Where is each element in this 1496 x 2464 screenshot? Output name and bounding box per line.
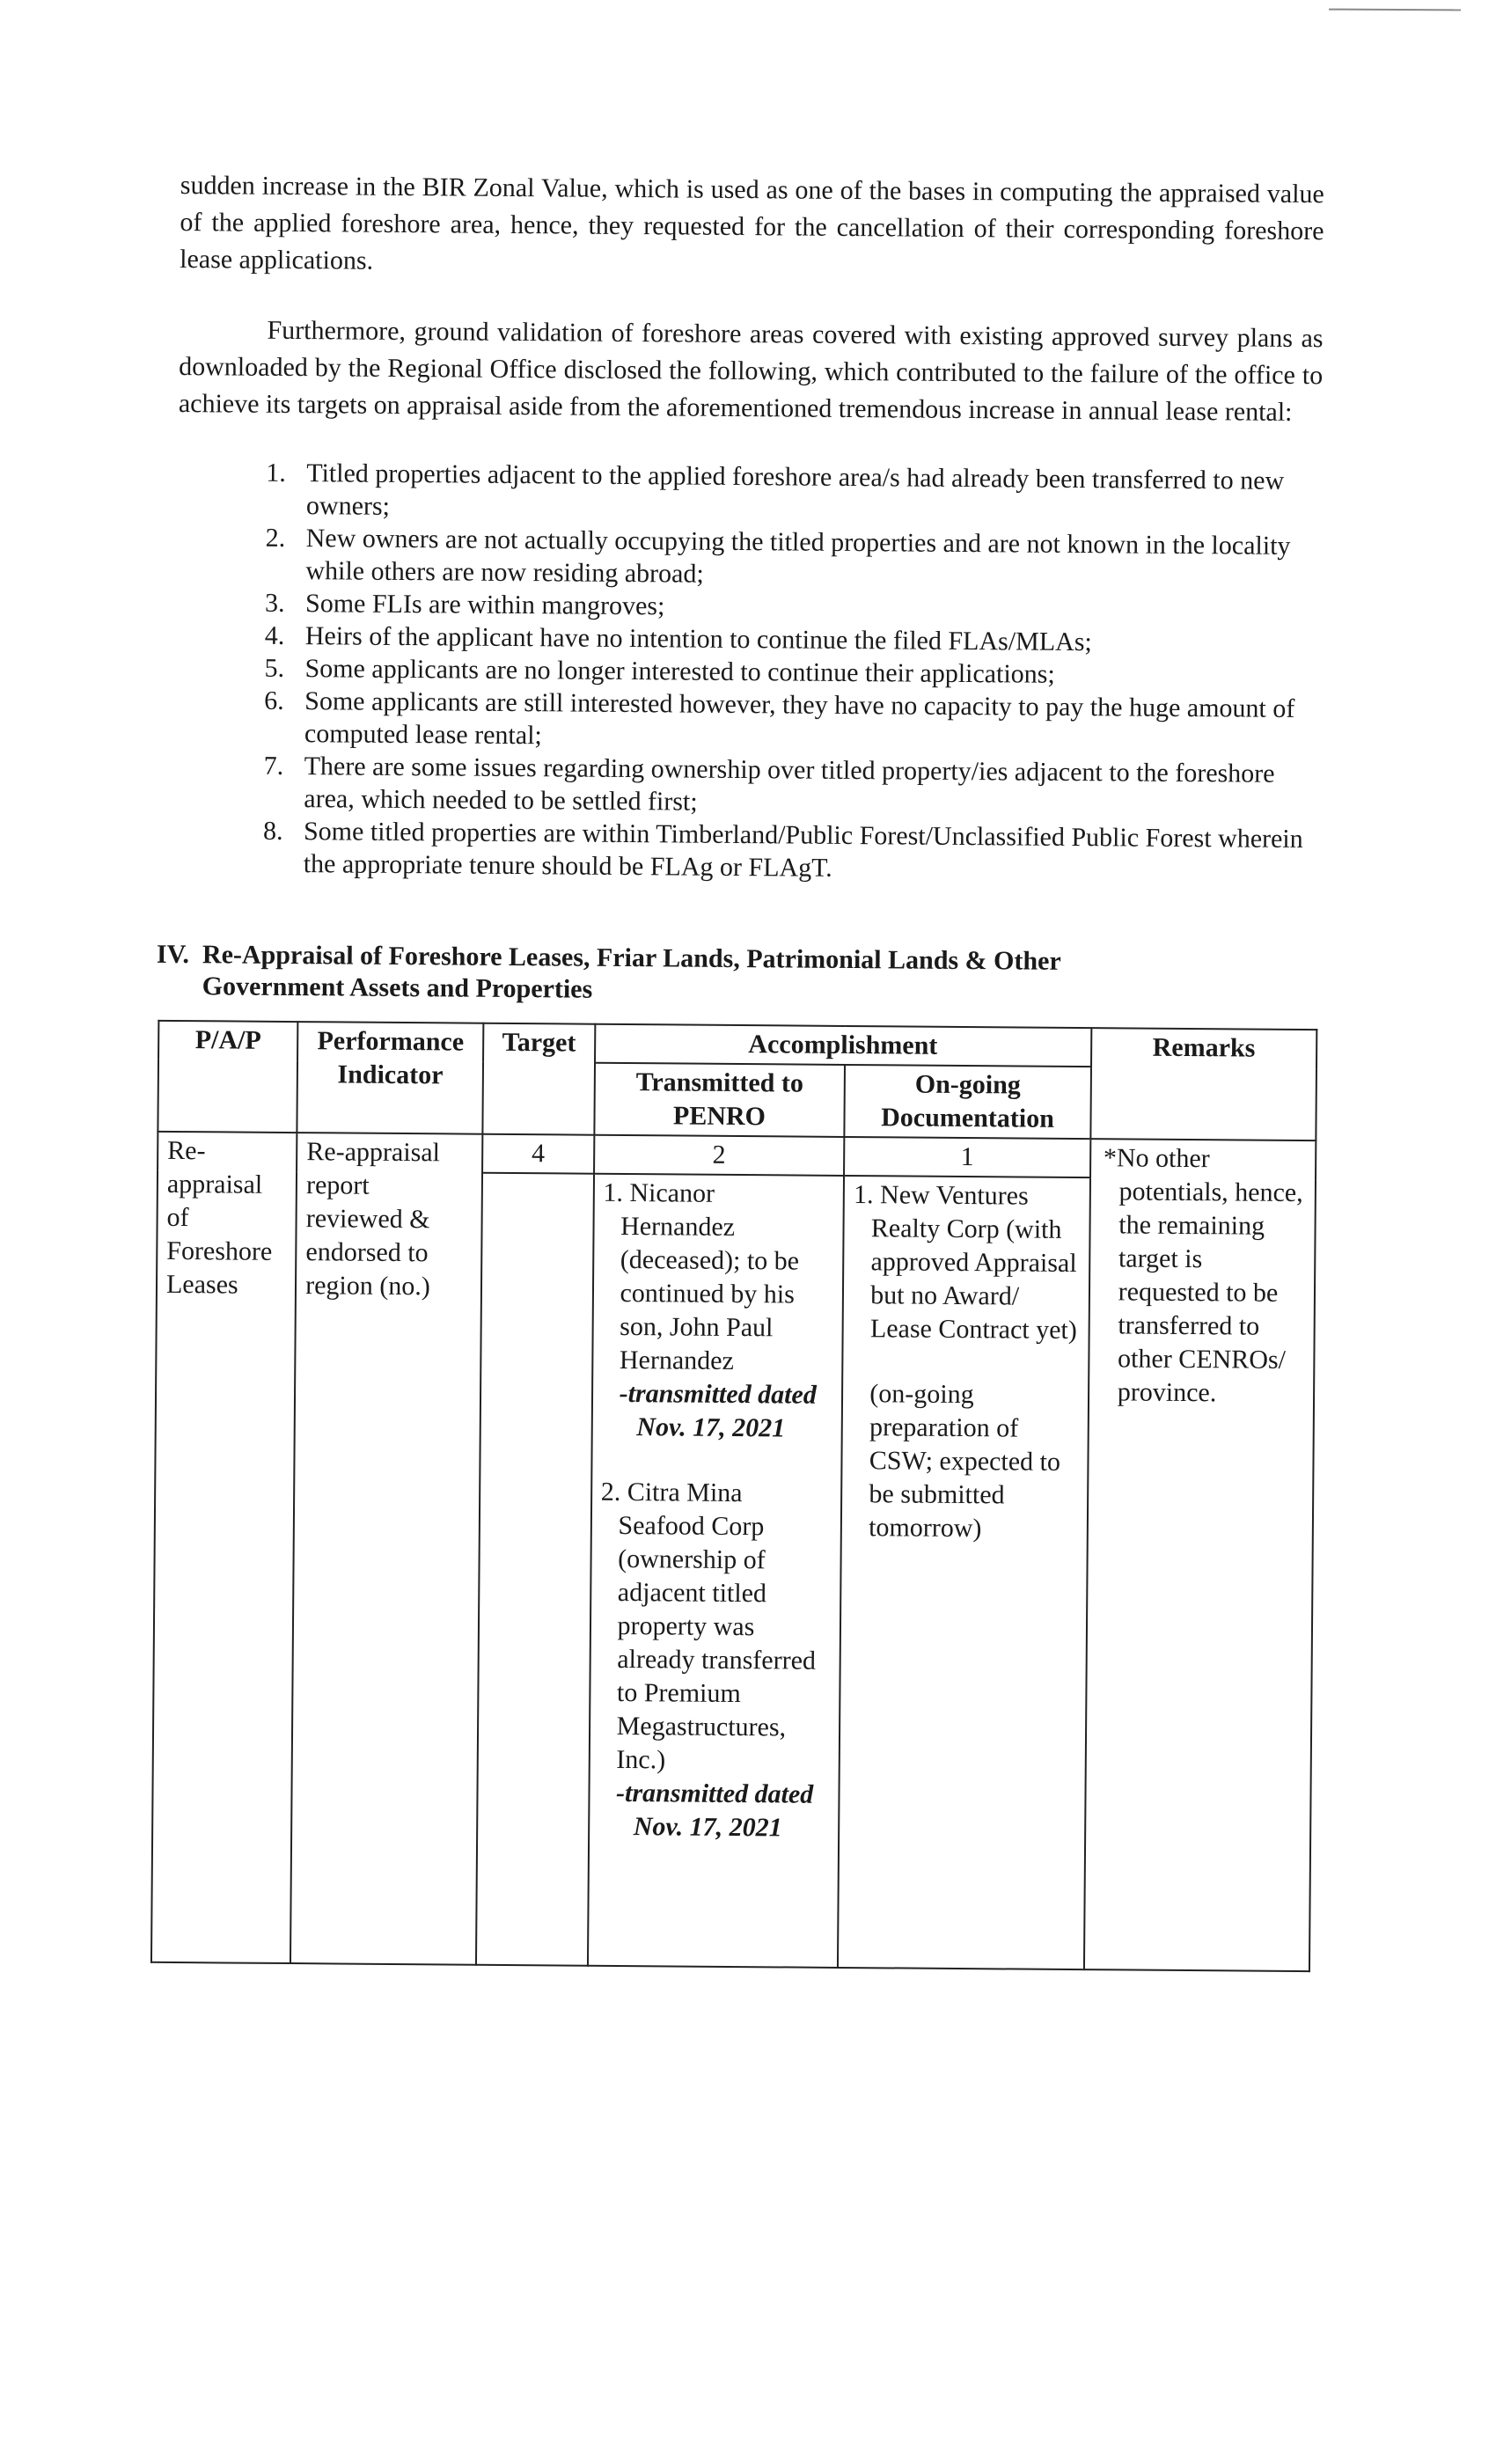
- list-item: [266, 457, 1323, 530]
- ongoing-item-name: 1. New Ventures Realty Corp (with approved Appraisal but no Award/ Lease Contract yet): [854, 1180, 1077, 1346]
- list-number: 6.: [264, 686, 284, 715]
- list-number: 2.: [265, 523, 286, 553]
- list-number: 1.: [266, 458, 286, 488]
- cell-transmitted-count: 2: [594, 1135, 845, 1176]
- header-target: Target: [482, 1023, 595, 1135]
- intro-paragraph: sudden increase in the BIR Zonal Value, which is used as one of the bases in computing the appraised value of the applied foreshore area, hence, they requested for the cancellation of their corresponding foreshore lease applications.: [180, 170, 1324, 275]
- table-row: [158, 1132, 1316, 1179]
- header-transmitted: Transmitted to PENRO: [594, 1063, 845, 1137]
- header-pap: P/A/P: [158, 1021, 297, 1133]
- list-item: [264, 685, 1321, 758]
- cell-remarks: [1084, 1139, 1316, 1971]
- document-page: [156, 167, 1324, 1972]
- list-number: 4.: [264, 620, 285, 650]
- findings-list: [175, 456, 1323, 888]
- remarks-text: *No other potentials, hence, the remaining target is requested to be transferred to other CENROs/ province.: [1103, 1143, 1303, 1408]
- list-text: New owners are not actually occupying the titled properties and are not known in the locality while others are now residing abroad;: [305, 524, 1291, 589]
- list-item: [265, 522, 1322, 595]
- header-indicator: Performance Indicator: [297, 1022, 484, 1134]
- accomplishment-table: [150, 1020, 1317, 1972]
- cell-target-empty: [476, 1173, 594, 1966]
- cell-ongoing-details: [838, 1176, 1089, 1969]
- header-ongoing: On-going Documentation: [845, 1065, 1091, 1139]
- transmitted-item-note: -transmitted dated Nov. 17, 2021: [619, 1378, 817, 1443]
- header-accomplishment: Accomplishment: [595, 1024, 1091, 1067]
- cell-indicator: Re-appraisal report reviewed & endorsed to region (no.): [290, 1133, 482, 1965]
- validation-paragraph: Furthermore, ground validation of foreshore areas covered with existing approved survey plans as downloaded by the Regional Office disclosed the following, which contributed to the failure of the office to achieve its targets on appraisal aside from the aforementioned tremendous increase in annual lease rental:: [178, 315, 1324, 427]
- transmitted-item-name: 1. Nicanor Hernandez (deceased); to be continued by his son, John Paul Hernandez: [603, 1177, 800, 1375]
- cell-transmitted-details: [588, 1174, 845, 1968]
- list-text: Some applicants are no longer interested to continue their applications;: [304, 654, 1055, 689]
- section-title-line2: Government Assets and Properties: [202, 972, 593, 1004]
- list-text: There are some issues regarding ownership over titled property/ies adjacent to the foreshore area, which needed to be settled first;: [304, 752, 1275, 817]
- list-number: 5.: [264, 653, 285, 683]
- cell-pap: Re-appraisal of Foreshore Leases: [151, 1132, 297, 1963]
- table-header-row: [158, 1021, 1316, 1068]
- list-item: [263, 815, 1320, 888]
- list-number: 8.: [262, 816, 283, 846]
- list-text: Some FLIs are within mangroves;: [304, 589, 665, 621]
- cell-ongoing-count: 1: [844, 1137, 1090, 1177]
- list-text: Titled properties adjacent to the applied foreshore area/s had already been transferred to new owners;: [305, 458, 1285, 521]
- section-number: IV.: [156, 939, 190, 970]
- list-text: Some applicants are still interested however, they have no capacity to pay the huge amount of computed lease rental;: [304, 686, 1295, 751]
- list-number: 3.: [264, 588, 285, 618]
- ongoing-item-status: (on-going preparation of CSW; expected to be submitted tomorrow): [869, 1379, 1061, 1544]
- section-title-line1: Re-Appraisal of Foreshore Leases, Friar Lands, Patrimonial Lands & Other: [202, 940, 1061, 976]
- list-text: Some titled properties are within Timberland/Public Forest/Unclassified Public Forest wherein the appropriate tenure should be FLAg or FLAgT.: [303, 817, 1303, 883]
- list-item: [263, 750, 1320, 823]
- section-heading: [157, 939, 1319, 1011]
- transmitted-item-name: 2. Citra Mina Seafood Corp (ownership of adjacent titled property was already transferred to Premium Megastructures, Inc.): [600, 1477, 817, 1775]
- cell-target: 4: [482, 1134, 594, 1174]
- transmitted-item: [601, 1177, 834, 1446]
- transmitted-item-note: -transmitted dated Nov. 17, 2021: [615, 1778, 814, 1843]
- list-text: Heirs of the applicant have no intention to continue the filed FLAs/MLAs;: [304, 621, 1092, 657]
- ongoing-item: [853, 1178, 1081, 1347]
- header-remarks: Remarks: [1090, 1028, 1316, 1140]
- transmitted-item: [598, 1476, 832, 1845]
- corner-rule: [1329, 9, 1461, 11]
- list-number: 7.: [263, 751, 284, 781]
